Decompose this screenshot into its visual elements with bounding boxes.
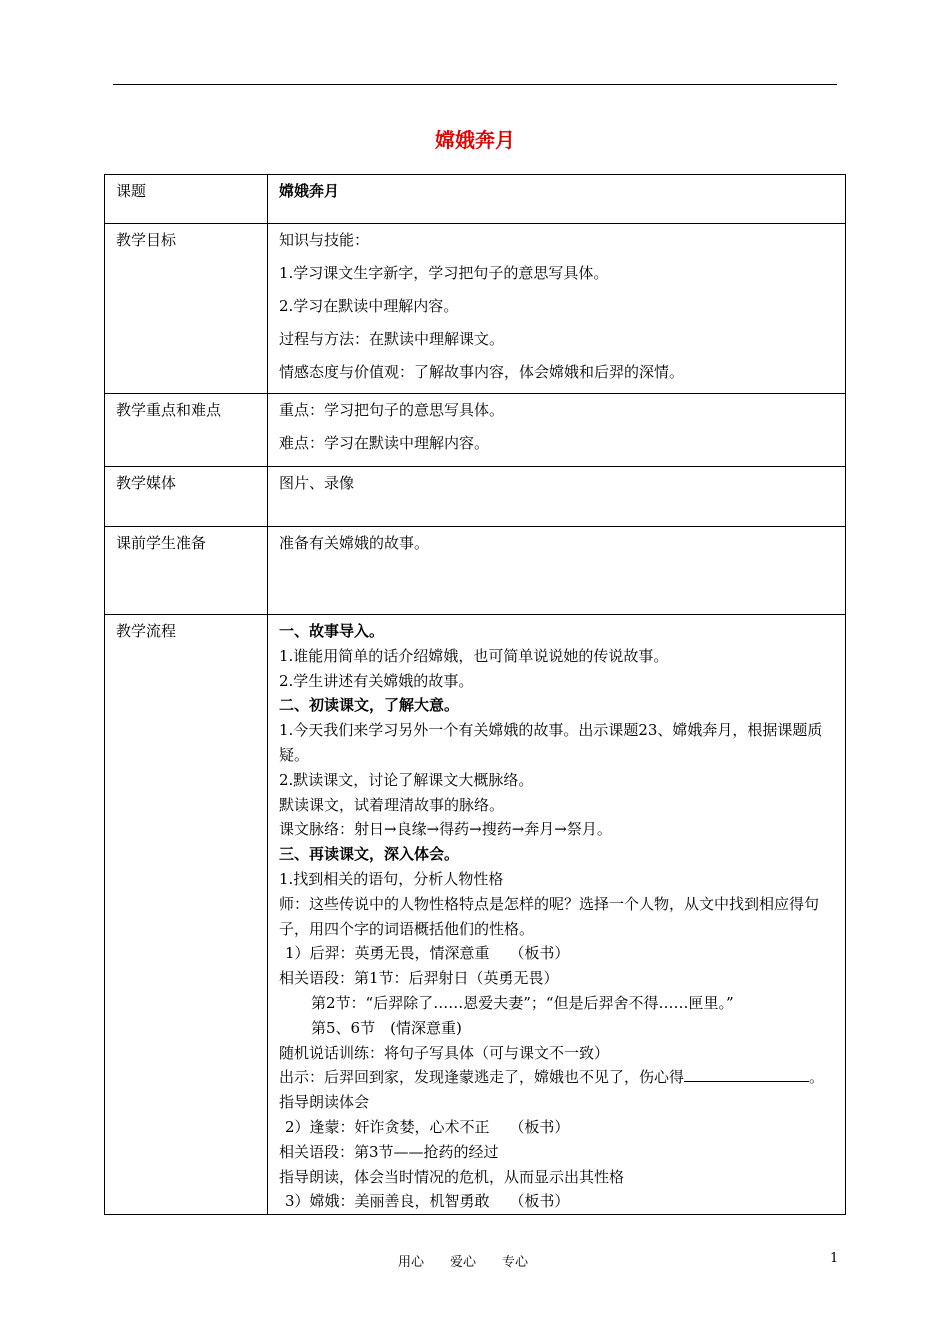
flow-line: 随机说话训练：将句子写具体（可与课文不一致） xyxy=(279,1043,610,1062)
table-row xyxy=(105,467,846,527)
lesson-plan-table xyxy=(104,174,846,1215)
row-label-keypoints: 教学重点和难点 xyxy=(105,394,268,467)
footer-item: 专心 xyxy=(502,1255,529,1270)
table-row xyxy=(105,394,846,467)
flow-line: 指导朗读，体会当时情况的危机，从而显示出其性格 xyxy=(279,1167,625,1186)
answer-blank xyxy=(684,1066,809,1082)
flow-line: 1.找到相关的语句，分析人物性格 xyxy=(279,869,504,888)
section-heading: 三、再读课文，深入体会。 xyxy=(279,845,460,864)
table-row xyxy=(105,615,846,1215)
row-label-prep: 课前学生准备 xyxy=(105,527,268,615)
flow-line: 1.谁能用简单的话介绍嫦娥，也可简单说说她的传说故事。 xyxy=(279,646,669,665)
row-label-flow: 教学流程 xyxy=(105,615,268,1215)
section-heading: 一、故事导入。 xyxy=(279,622,385,640)
row-value-goals xyxy=(268,224,846,394)
table-row xyxy=(105,224,846,394)
row-value-prep: 准备有关嫦娥的故事。 xyxy=(268,527,846,615)
goal-line: 1.学习课文生字新字，学习把句子的意思写具体。 xyxy=(279,264,609,282)
goal-line: 情感态度与价值观：了解故事内容，体会嫦娥和后羿的深情。 xyxy=(279,363,685,381)
flow-line: 1）后羿：英勇无畏，情深意重 （板书） xyxy=(285,944,570,963)
footer-item: 用心 xyxy=(398,1255,425,1270)
row-label-media: 教学媒体 xyxy=(105,467,268,527)
page-number: 1 xyxy=(830,1251,839,1266)
row-value-media: 图片、录像 xyxy=(268,467,846,527)
table-row xyxy=(105,527,846,615)
section-heading: 二、初读课文，了解大意。 xyxy=(279,696,460,715)
goal-line: 过程与方法：在默读中理解课文。 xyxy=(279,330,505,348)
flow-line: 相关语段：第3节——抢药的经过 xyxy=(279,1142,499,1161)
flow-line: 指导朗读体会 xyxy=(279,1093,370,1112)
row-value-flow xyxy=(268,615,846,1215)
table-row xyxy=(105,175,846,224)
flow-line-fill-blank xyxy=(279,1065,837,1090)
flow-line: 2.默读课文，讨论了解课文大概脉络。 xyxy=(279,770,534,789)
flow-line: 2.学生讲述有关嫦娥的故事。 xyxy=(279,671,474,690)
flow-line: 相关语段：第1节：后羿射日（英勇无畏） xyxy=(279,969,559,988)
row-value-topic: 嫦娥奔月 xyxy=(268,175,846,224)
flow-line: 第2节：“后羿除了……恩爱夫妻”；“但是后羿舍不得……匣里。” xyxy=(311,993,734,1012)
row-label-topic: 课题 xyxy=(105,175,268,224)
row-value-keypoints xyxy=(268,394,846,467)
page-title: 嫦娥奔月 xyxy=(435,128,515,152)
goal-line: 2.学习在默读中理解内容。 xyxy=(279,297,459,315)
footer-item: 爱心 xyxy=(450,1255,477,1270)
goal-line: 知识与技能： xyxy=(279,231,370,249)
flow-line: 3）嫦娥：美丽善良，机智勇敢 （板书） xyxy=(285,1192,570,1211)
flow-line: 默读课文，试着理清故事的脉络。 xyxy=(279,795,505,814)
flow-line: 2）逢蒙：奸诈贪婪，心术不正 （板书） xyxy=(285,1117,570,1136)
header-rule xyxy=(113,84,837,85)
flow-line: 第5、6节 (情深意重) xyxy=(311,1018,462,1037)
keypoint-line: 难点：学习在默读中理解内容。 xyxy=(279,434,490,452)
flow-line: 师：这些传说中的人物性格特点是怎样的呢？选择一个人物，从文中找到相应得句子，用四个字的词语概括他们的性格。 xyxy=(279,894,820,938)
flow-line: 1.今天我们来学习另外一个有关嫦娥的故事。出示课题23、嫦娥奔月，根据课题质疑。 xyxy=(279,721,823,764)
flow-line-prompt: 出示：后羿回到家，发现逢蒙逃走了，嫦娥也不见了，伤心得 xyxy=(279,1068,685,1087)
row-label-goals: 教学目标 xyxy=(105,224,268,394)
flow-line-end: 。 xyxy=(809,1068,825,1087)
keypoint-line: 重点：学习把句子的意思写具体。 xyxy=(279,401,505,419)
footer-motto xyxy=(398,1251,554,1270)
flow-line: 课文脉络：射日→良缘→得药→搜药→奔月→祭月。 xyxy=(279,820,612,839)
